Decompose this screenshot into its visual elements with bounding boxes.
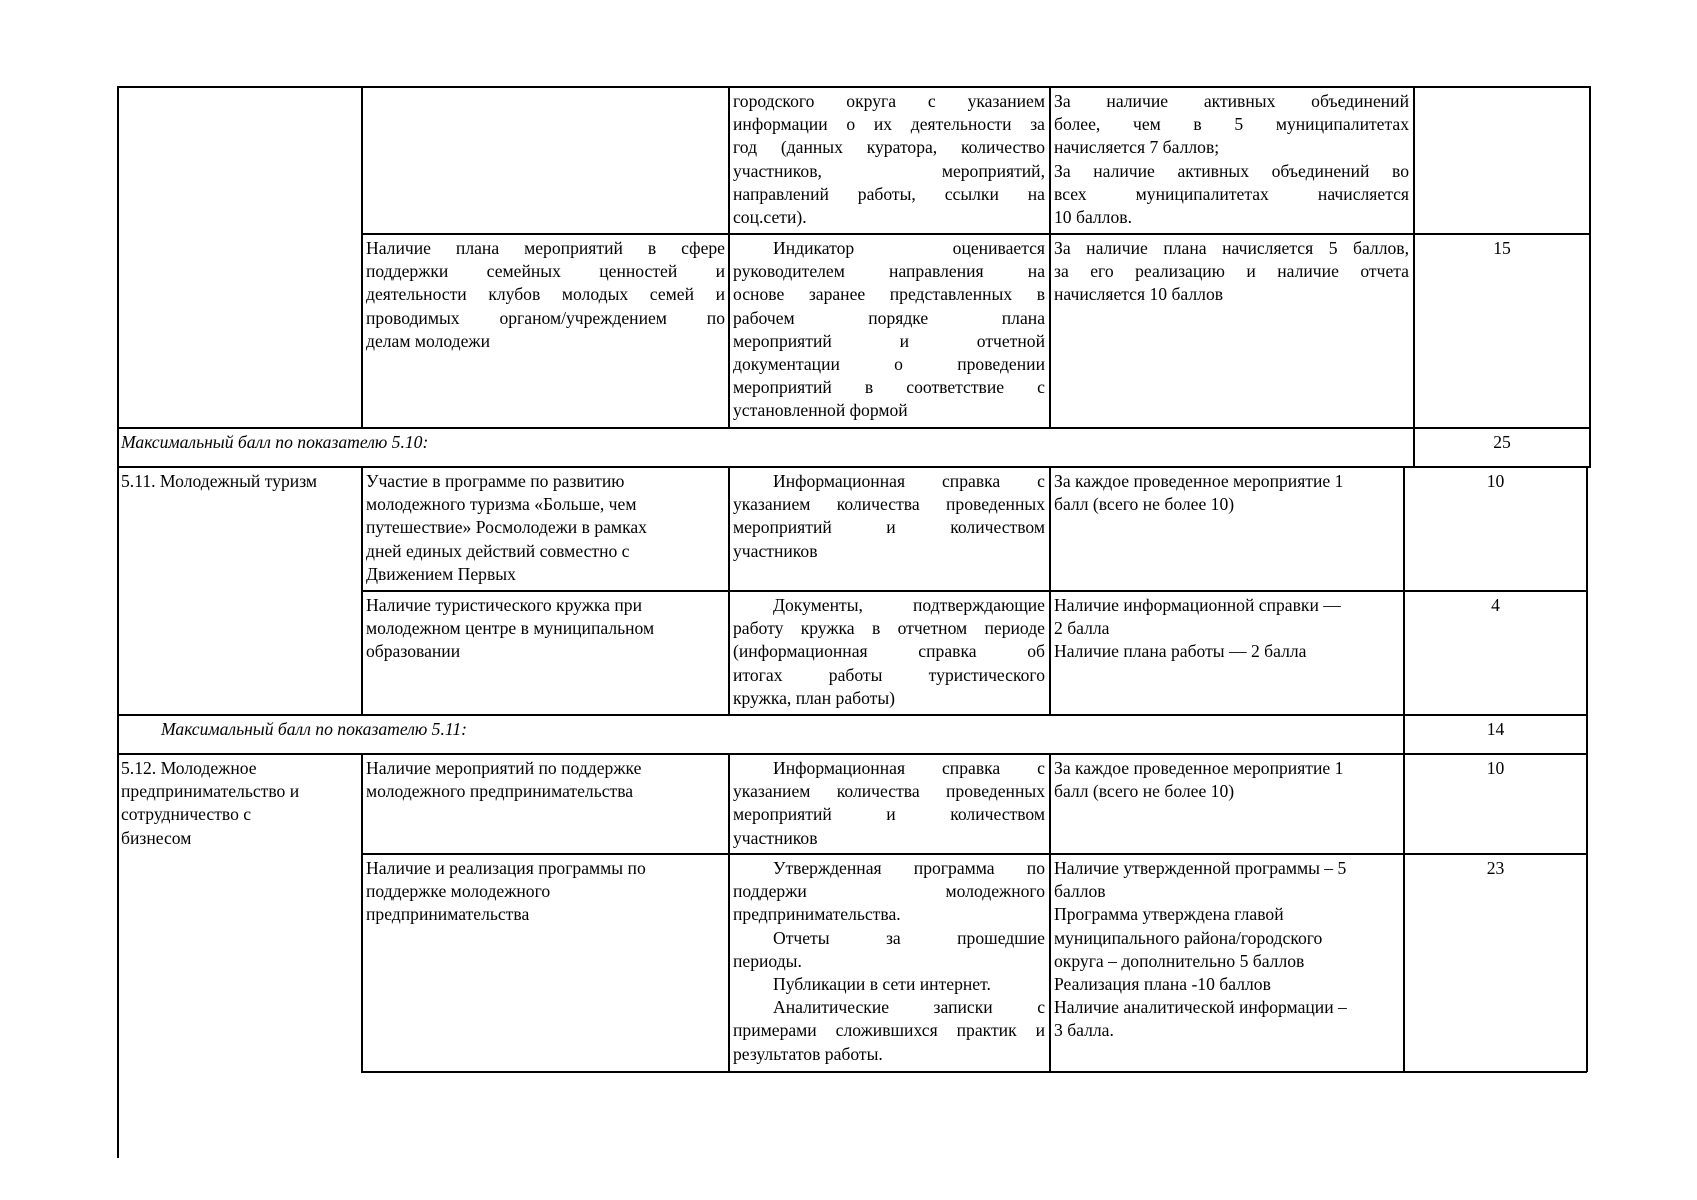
s511-r2-method-cell bbox=[733, 594, 1045, 710]
rule bbox=[1413, 86, 1415, 467]
text-line: деятельности клубов молодых семей и bbox=[366, 284, 725, 305]
text-line: Наличие мероприятий по поддержке bbox=[366, 758, 642, 778]
text-line: работу кружка в отчетном периоде bbox=[733, 618, 1045, 639]
s512-r1-points: 10 bbox=[1486, 758, 1505, 778]
text-line: указанием количества проведенных bbox=[733, 781, 1045, 802]
text-line: всех муниципалитетах начисляется bbox=[1054, 183, 1409, 204]
text-line: периоды. bbox=[733, 950, 802, 971]
text-line: 3 балла. bbox=[1054, 1020, 1114, 1041]
max-score-label-5-11: Максимальный балл по показателю 5.11: bbox=[161, 719, 468, 739]
rule bbox=[361, 753, 363, 1072]
text-line: Индикатор оценивается bbox=[773, 238, 1045, 258]
text-line: Программа утверждена главой bbox=[1054, 904, 1284, 925]
text-line: 5.12. Молодежное bbox=[121, 758, 257, 778]
text-line: начисляется 7 баллов; bbox=[1054, 137, 1220, 158]
text-line: более, чем в 5 муниципалитетах bbox=[1054, 114, 1409, 135]
text-line: молодежном центре в муниципальном bbox=[366, 618, 655, 639]
s511-r1-points: 10 bbox=[1486, 471, 1505, 491]
text-line: Наличие и реализация программы по bbox=[366, 858, 646, 878]
text-line: Реализация плана -10 баллов bbox=[1054, 974, 1271, 995]
text-line: поддержи молодежного bbox=[733, 881, 1045, 902]
text-line: За каждое проведенное мероприятие 1 bbox=[1054, 471, 1344, 491]
rule bbox=[117, 86, 119, 1158]
text-line: примерами сложившихся практик и bbox=[733, 1020, 1045, 1041]
text-line: мероприятий и количеством bbox=[733, 804, 1045, 825]
s511-r1-scoring-cell bbox=[1054, 470, 1400, 516]
rule bbox=[117, 466, 1591, 468]
text-line: начисляется 10 баллов bbox=[1054, 284, 1224, 305]
text-line: мероприятий и отчетной bbox=[733, 330, 1045, 351]
text-line: Наличие плана мероприятий в сфере bbox=[366, 238, 725, 258]
s512-r1-scoring-cell bbox=[1054, 757, 1400, 803]
rule bbox=[117, 86, 1591, 88]
text-line: муниципального района/городского bbox=[1054, 927, 1323, 948]
text-line: балл (всего не более 10) bbox=[1054, 494, 1235, 515]
text-line: за его реализацию и наличие отчета bbox=[1054, 261, 1409, 282]
text-line: мероприятий и количеством bbox=[733, 517, 1045, 538]
s512-r2-method-cell bbox=[733, 857, 1045, 1066]
section-5-11-title: 5.11. Молодежный туризм bbox=[121, 471, 318, 491]
rule bbox=[728, 86, 730, 428]
max-score-value-5-10: 25 bbox=[1493, 432, 1511, 452]
text-line: Информационная справка с bbox=[773, 471, 1045, 491]
rule bbox=[117, 427, 1591, 429]
s512-r2-scoring-cell bbox=[1054, 857, 1400, 1043]
text-line: молодежного туризма «Больше, чем bbox=[366, 494, 637, 515]
text-line: документации о проведении bbox=[733, 354, 1045, 375]
text-line: предпринимательства. bbox=[733, 904, 901, 925]
rule bbox=[361, 466, 363, 715]
rule bbox=[1049, 753, 1051, 1072]
text-line: городского округа с указанием bbox=[733, 91, 1045, 111]
plan-criterion-cell bbox=[366, 237, 725, 353]
rule bbox=[1049, 86, 1051, 428]
text-line: Движением Первых bbox=[366, 563, 516, 584]
max-score-label-5-10: Максимальный балл по показателю 5.10: bbox=[121, 432, 429, 452]
text-line: путешествие» Росмолодежи в рамках bbox=[366, 517, 647, 538]
text-line: мероприятий в соответствие с bbox=[733, 377, 1045, 398]
rule bbox=[361, 233, 1591, 235]
s511-r2-criterion-cell bbox=[366, 594, 725, 664]
text-line: предпринимательства bbox=[366, 904, 530, 925]
text-line: сотрудничество с bbox=[121, 804, 252, 825]
text-line: Утвержденная программа по bbox=[773, 858, 1045, 878]
rule bbox=[728, 466, 730, 715]
rule bbox=[361, 86, 363, 428]
text-line: установленной формой bbox=[733, 400, 908, 421]
s512-r1-criterion-cell bbox=[366, 757, 725, 803]
s511-r2-points: 4 bbox=[1491, 595, 1500, 615]
text-line: год (данных куратора, количество bbox=[733, 137, 1045, 158]
s511-r1-method-cell bbox=[733, 470, 1045, 563]
text-line: За наличие плана начисляется 5 баллов, bbox=[1054, 238, 1409, 258]
text-line: Наличие туристического кружка при bbox=[366, 595, 642, 615]
max-score-value-5-11: 14 bbox=[1486, 719, 1505, 739]
top-row-method-cell bbox=[733, 90, 1045, 229]
plan-scoring-cell bbox=[1054, 237, 1409, 307]
text-line: (информационная справка об bbox=[733, 641, 1045, 662]
text-line: участников, мероприятий, bbox=[733, 160, 1045, 181]
text-line: кружка, план работы) bbox=[733, 687, 896, 708]
text-line: Наличие аналитической информации – bbox=[1054, 997, 1347, 1018]
s512-r1-method-cell bbox=[733, 757, 1045, 850]
text-line: Наличие утвержденной программы – 5 bbox=[1054, 858, 1347, 878]
rule bbox=[117, 753, 1587, 755]
text-line: образовании bbox=[366, 641, 461, 662]
text-line: Аналитические записки с bbox=[773, 997, 1045, 1018]
plan-method-cell bbox=[733, 237, 1045, 423]
text-line: информации о их деятельности за bbox=[733, 114, 1045, 135]
s512-r2-points: 23 bbox=[1486, 858, 1505, 878]
text-line: балл (всего не более 10) bbox=[1054, 781, 1235, 802]
text-line: баллов bbox=[1054, 881, 1106, 902]
text-line: поддержке молодежного bbox=[366, 881, 551, 902]
text-line: Наличие плана работы — 2 балла bbox=[1054, 641, 1307, 662]
text-line: округа – дополнительно 5 баллов bbox=[1054, 950, 1305, 971]
text-line: Наличие информационной справки — bbox=[1054, 595, 1341, 615]
section-5-12-title bbox=[121, 757, 357, 850]
text-line: рабочем порядке плана bbox=[733, 307, 1045, 328]
text-line: Публикации в сети интернет. bbox=[773, 974, 991, 995]
text-line: бизнесом bbox=[121, 827, 192, 848]
text-line: направлений работы, ссылки на bbox=[733, 183, 1045, 204]
text-line: Отчеты за прошедшие bbox=[773, 927, 1045, 948]
text-line: Участие в программе по развитию bbox=[366, 471, 625, 491]
text-line: За наличие активных объединений во bbox=[1054, 160, 1409, 181]
s511-r1-criterion-cell bbox=[366, 470, 725, 586]
rule bbox=[1049, 466, 1051, 715]
text-line: дней единых действий совместно с bbox=[366, 540, 630, 561]
rule bbox=[728, 753, 730, 1072]
text-line: За наличие активных объединений bbox=[1054, 91, 1409, 111]
text-line: руководителем направления на bbox=[733, 261, 1045, 282]
text-line: Информационная справка с bbox=[773, 758, 1045, 778]
s512-r2-criterion-cell bbox=[366, 857, 725, 927]
text-line: За каждое проведенное мероприятие 1 bbox=[1054, 758, 1344, 778]
text-line: основе заранее представленных в bbox=[733, 284, 1045, 305]
rule bbox=[1586, 466, 1588, 1072]
text-line: поддержки семейных ценностей и bbox=[366, 261, 725, 282]
text-line: указанием количества проведенных bbox=[733, 494, 1045, 515]
text-line: проводимых органом/учреждением по bbox=[366, 307, 725, 328]
text-line: предпринимательство и bbox=[121, 781, 300, 802]
rule bbox=[1589, 86, 1591, 467]
text-line: соц.сети). bbox=[733, 207, 807, 228]
text-line: итогах работы туристического bbox=[733, 664, 1045, 685]
text-line: делам молодежи bbox=[366, 330, 490, 351]
rule bbox=[117, 714, 1587, 716]
s511-r2-scoring-cell bbox=[1054, 594, 1400, 664]
text-line: 2 балла bbox=[1054, 618, 1110, 639]
text-line: 10 баллов. bbox=[1054, 207, 1132, 228]
plan-points: 15 bbox=[1493, 238, 1511, 258]
text-line: Документы, подтверждающие bbox=[773, 595, 1045, 615]
top-row-scoring-cell bbox=[1054, 90, 1409, 229]
text-line: молодежного предпринимательства bbox=[366, 781, 634, 802]
text-line: участников bbox=[733, 540, 818, 561]
text-line: результатов работы. bbox=[733, 1043, 883, 1064]
text-line: участников bbox=[733, 827, 818, 848]
